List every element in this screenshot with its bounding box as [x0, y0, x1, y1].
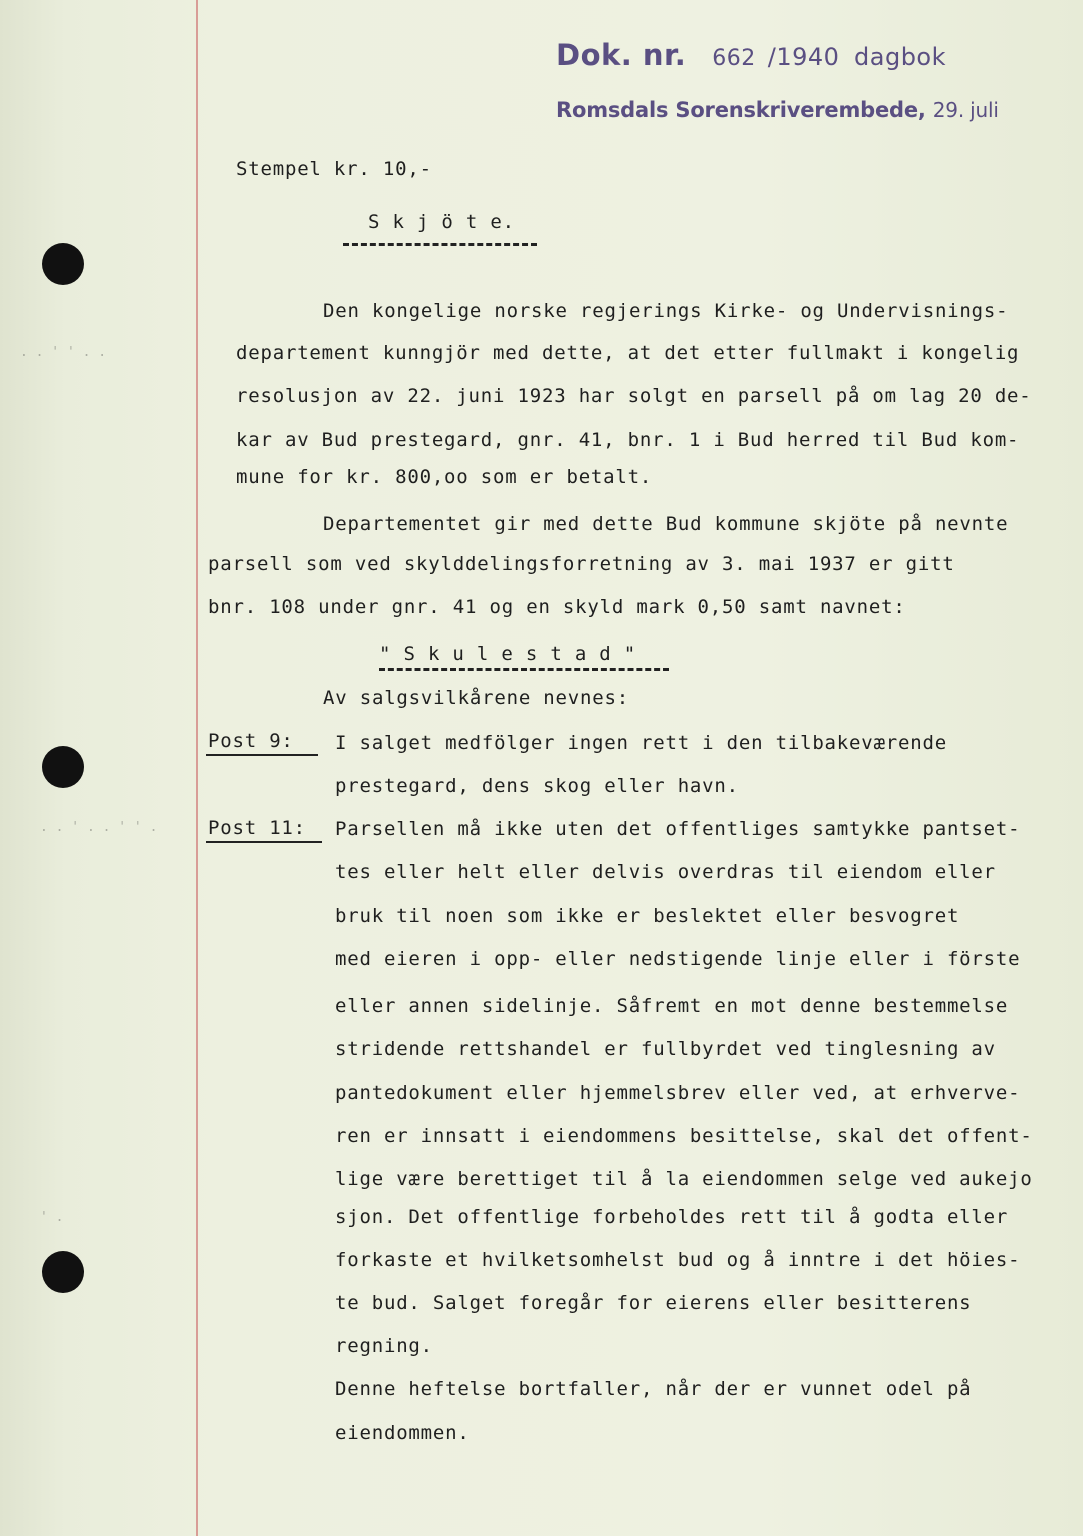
post11-line: sjon. Det offentlige forbeholdes rett til å godta eller: [335, 1206, 1009, 1228]
stamp-dok-label: Dok. nr.: [556, 38, 687, 72]
post11-line: pantedokument eller hjemmelsbrev eller ved, at erhverve-: [335, 1082, 1021, 1104]
post11-line: te bud. Salget foregår for eierens eller besitterens: [335, 1292, 972, 1314]
bleed-through-mark: ' .: [40, 1210, 64, 1225]
punch-hole-middle: [42, 746, 84, 788]
post11-label: Post 11:: [208, 817, 306, 839]
body-line: Departementet gir med dette Bud kommune skjöte på nevnte: [323, 513, 1009, 535]
post9-line: prestegard, dens skog eller havn.: [335, 775, 739, 797]
registration-stamp-line2: [556, 98, 999, 122]
stamp-year: /1940: [767, 43, 840, 71]
post11-line: ren er innsatt i eiendommens besittelse, skal det offent-: [335, 1125, 1033, 1147]
stamp-doc-number: 662: [712, 46, 756, 71]
post11-line: eller annen sidelinje. Såfremt en mot denne bestemmelse: [335, 995, 1009, 1017]
bleed-through-mark: . . ' . . ' ' .: [40, 820, 158, 835]
stamp-date: 29. juli: [932, 98, 999, 122]
post11-line: regning.: [335, 1335, 433, 1357]
post11-line: stridende rettshandel er fullbyrdet ved tinglesning av: [335, 1038, 996, 1060]
title-underline: [343, 243, 537, 246]
conditions-intro: Av salgsvilkårene nevnes:: [323, 687, 629, 709]
post11-line: tes eller helt eller delvis overdras til eiendom eller: [335, 861, 996, 883]
post11-line: med eieren i opp- eller nedstigende linje eller i förste: [335, 948, 1021, 970]
registration-stamp-line1: [556, 38, 946, 72]
post11-line: bruk til noen som ikke er beslektet eller besvogret: [335, 905, 960, 927]
post11-line: Parsellen må ikke uten det offentliges samtykke pantset-: [335, 818, 1021, 840]
body-line: resolusjon av 22. juni 1923 har solgt en parsell på om lag 20 de-: [236, 385, 1032, 407]
property-name-underline: [379, 668, 669, 671]
post9-label: Post 9:: [208, 730, 294, 752]
margin-line: [196, 0, 198, 1536]
punch-hole-top: [42, 243, 84, 285]
punch-hole-bottom: [42, 1251, 84, 1293]
bleed-through-mark: . . ' ' . .: [20, 345, 107, 360]
stamp-dagbok: dagbok: [854, 43, 947, 71]
body-line: Den kongelige norske regjerings Kirke- og Undervisnings-: [323, 300, 1009, 322]
body-line: kar av Bud prestegard, gnr. 41, bnr. 1 i Bud herred til Bud kom-: [236, 429, 1020, 451]
property-name: " S k u l e s t a d ": [379, 643, 637, 665]
post11-line: forkaste et hvilketsomhelst bud og å inntre i det höies-: [335, 1249, 1021, 1271]
post11-line: lige være berettiget til å la eiendommen selge ved aukejo: [335, 1168, 1033, 1190]
body-line: departement kunngjör med dette, at det etter fullmakt i kongelig: [236, 342, 1020, 364]
post9-underline: [206, 754, 318, 756]
body-line: mune for kr. 800,oo som er betalt.: [236, 466, 653, 488]
post11-line: eiendommen.: [335, 1422, 470, 1444]
stempel-line: Stempel kr. 10,-: [236, 158, 432, 180]
document-title: S k j ö t e.: [368, 211, 515, 233]
body-line: bnr. 108 under gnr. 41 og en skyld mark 0,50 samt navnet:: [208, 596, 906, 618]
body-line: parsell som ved skylddelingsforretning av 3. mai 1937 er gitt: [208, 553, 955, 575]
post11-line: Denne heftelse bortfaller, når der er vunnet odel på: [335, 1378, 972, 1400]
post9-line: I salget medfölger ingen rett i den tilbakeværende: [335, 732, 947, 754]
stamp-office: Romsdals Sorenskriverembede,: [556, 98, 926, 122]
post11-underline: [206, 841, 322, 843]
